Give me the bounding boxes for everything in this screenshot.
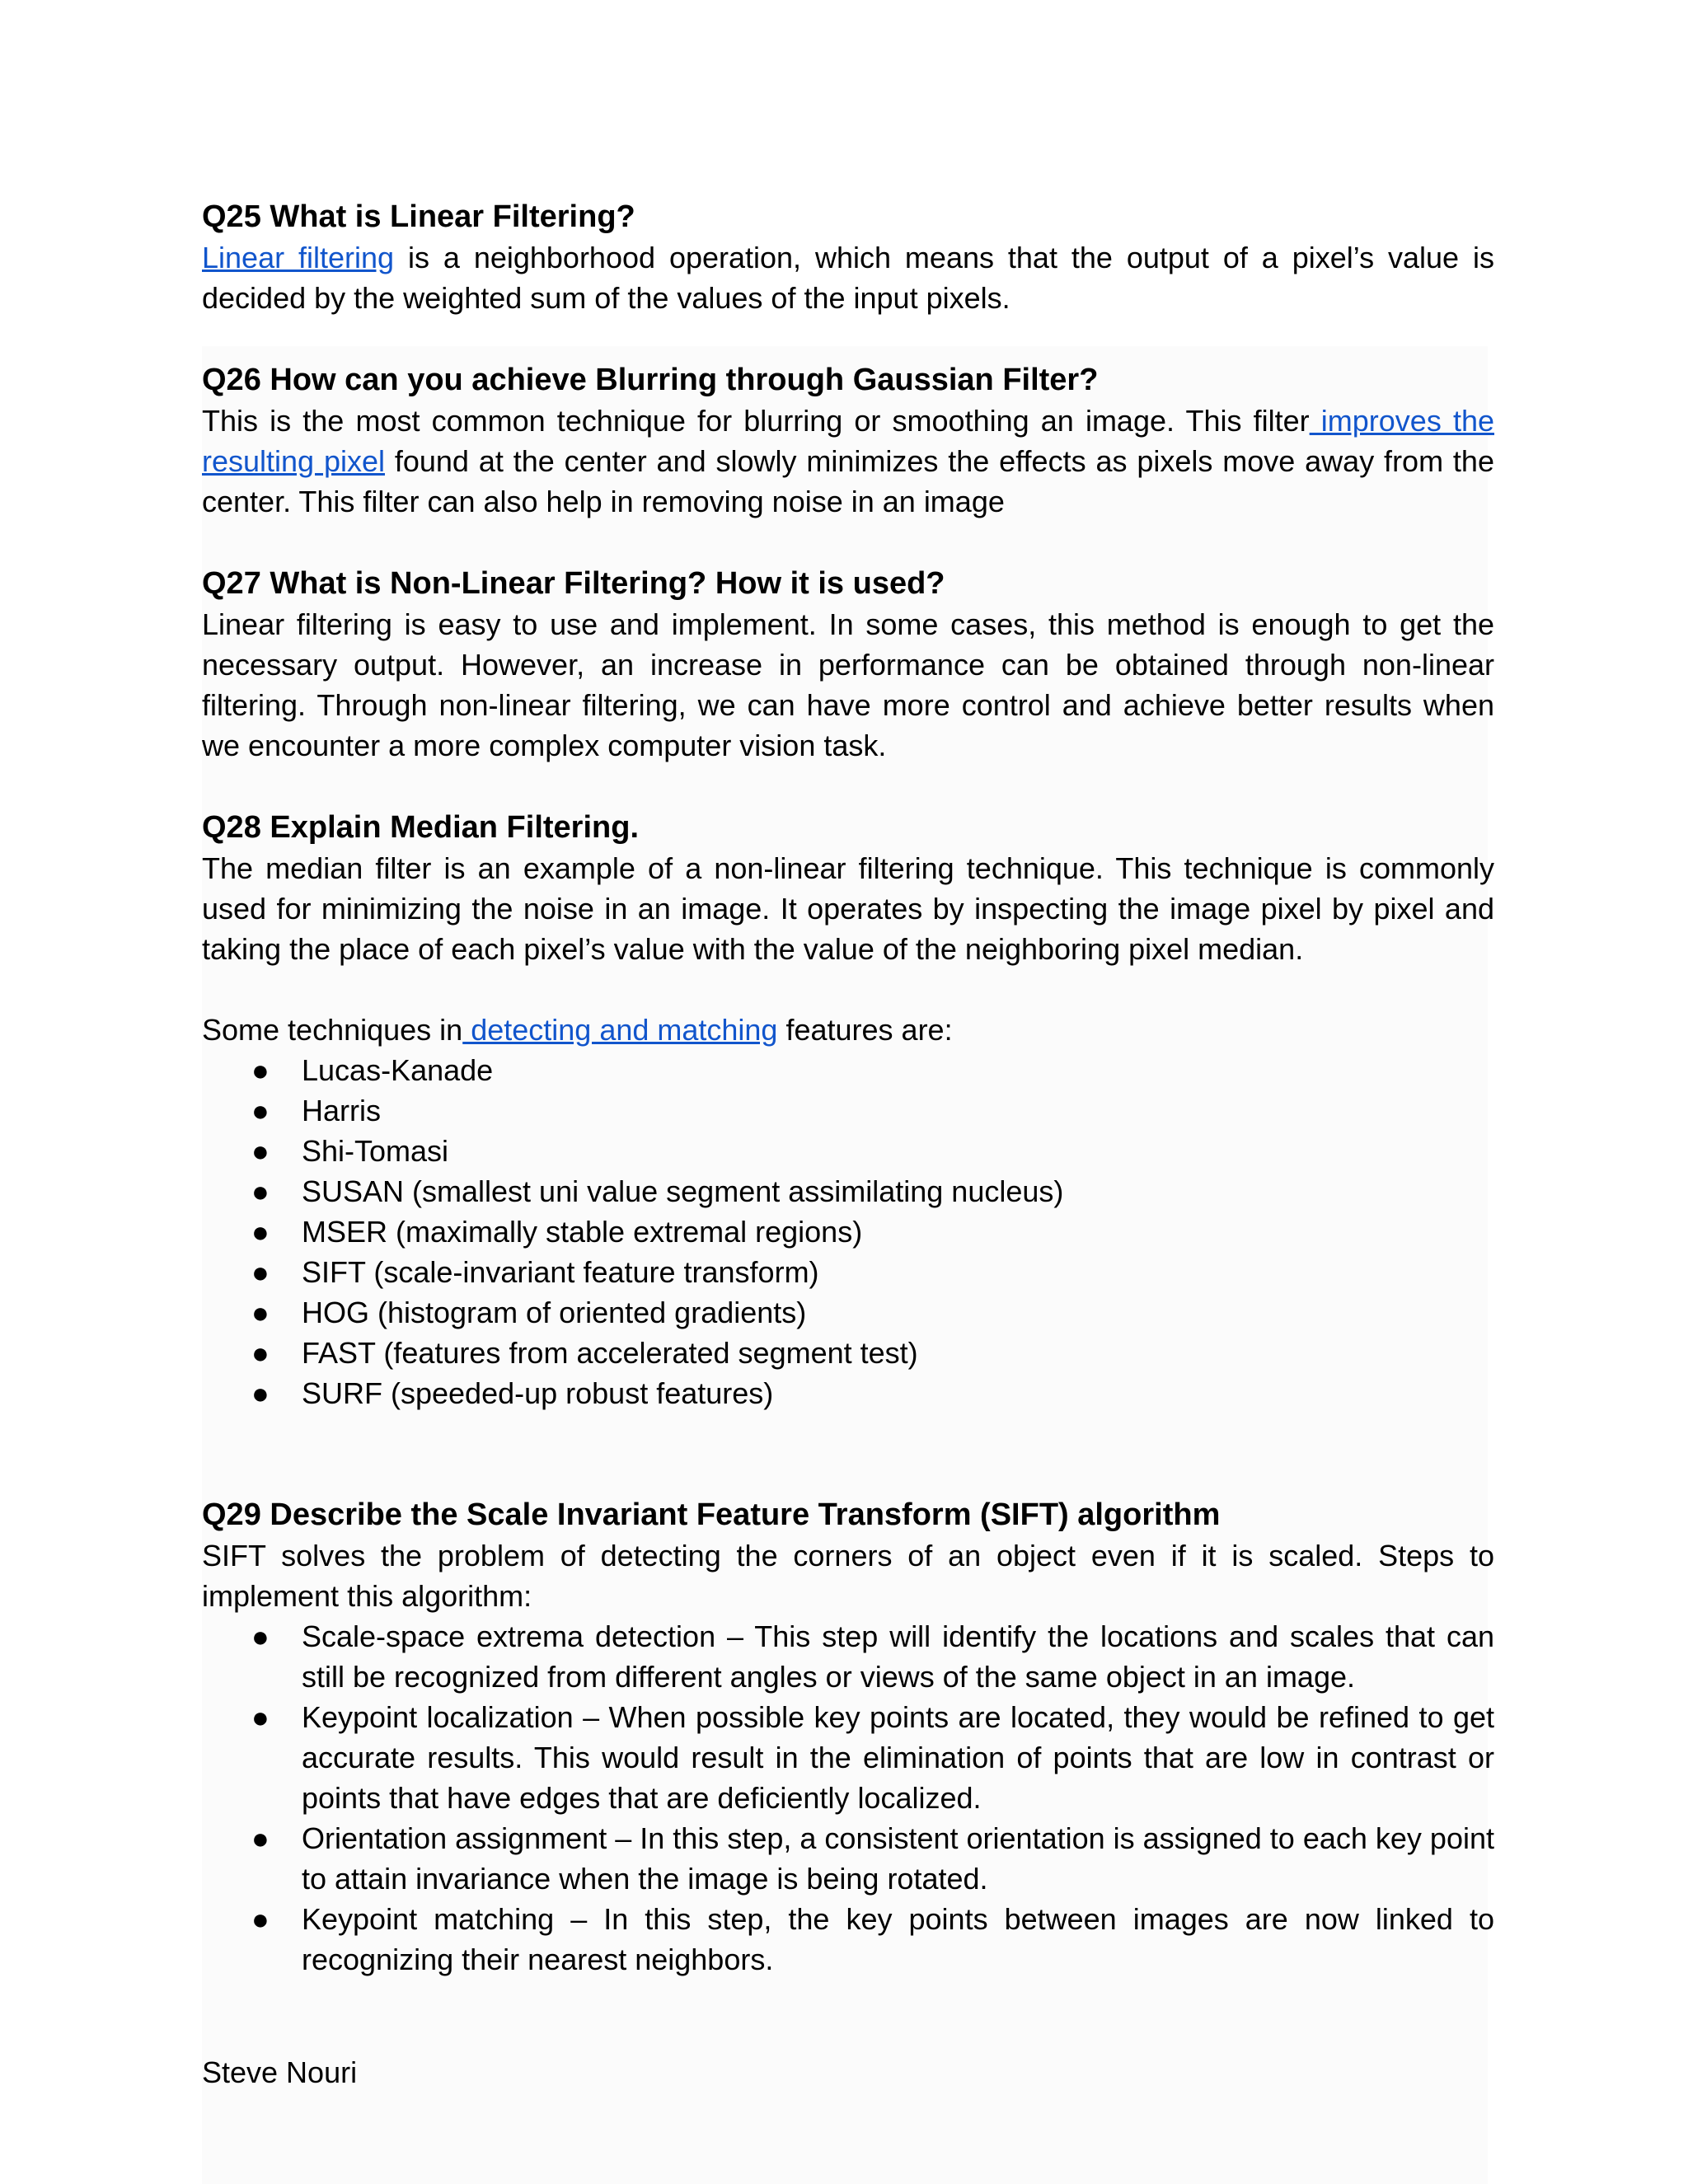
document-content [202, 196, 1494, 1980]
list-item: ● SIFT (scale-invariant feature transform) [202, 1252, 1494, 1292]
q26-answer [202, 401, 1494, 522]
footer-author: Steve Nouri [202, 2055, 358, 2089]
q29-heading: Q29 Describe the Scale Invariant Feature Transform (SIFT) algorithm [202, 1497, 1221, 1532]
detecting-and-matching-link[interactable]: detecting and matching [462, 1013, 778, 1047]
list-item: ● Lucas-Kanade [202, 1050, 1494, 1090]
list-item: ● Harris [202, 1090, 1494, 1131]
spacer [202, 318, 1494, 359]
bullet-icon: ● [251, 1902, 270, 1936]
bullet-icon: ● [251, 1053, 270, 1087]
list-item: ● Orientation assignment – In this step, a consistent orientation is assigned to each key point to attain invariance when the image is being rotated. [202, 1818, 1494, 1899]
improves-resulting-pixel-link[interactable]: improves the resulting pixel [202, 404, 1494, 478]
bullet-icon: ● [251, 1700, 270, 1734]
bullet-icon: ● [251, 1336, 270, 1370]
list-item: ● Keypoint localization – When possible key points are located, they would be refined to get accurate results. This would result in the elimination of points that are low in contrast or points that have edges that are deficiently localized. [202, 1697, 1494, 1818]
q26-heading: Q26 How can you achieve Blurring through Gaussian Filter? [202, 363, 1099, 397]
list-item: ● Shi-Tomasi [202, 1131, 1494, 1171]
list-item: ● SUSAN (smallest uni value segment assimilating nucleus) [202, 1171, 1494, 1212]
list-item: ● FAST (features from accelerated segment test) [202, 1333, 1494, 1373]
bullet-icon: ● [251, 1255, 270, 1289]
bullet-icon: ● [251, 1174, 270, 1208]
spacer [202, 1413, 1494, 1494]
techniques-intro [202, 1010, 1494, 1050]
bullet-icon: ● [251, 1376, 270, 1410]
techniques-intro-after: features are: [777, 1013, 953, 1047]
bullet-icon: ● [251, 1619, 270, 1653]
bullet-icon: ● [251, 1094, 270, 1127]
bullet-icon: ● [251, 1296, 270, 1329]
spacer [202, 766, 1494, 807]
techniques-intro-before: Some techniques in [202, 1013, 463, 1047]
q28-heading: Q28 Explain Median Filtering. [202, 810, 639, 845]
q25-answer [202, 237, 1494, 318]
list-item: ● Scale-space extrema detection – This step will identify the locations and scales that can still be recognized from different angles or views of the same object in an image. [202, 1616, 1494, 1697]
q25-answer-text: is a neighborhood operation, which means that the output of a pixel’s value is decided by the weighted sum of the values of the input pixels. [202, 241, 1494, 315]
bullet-icon: ● [251, 1821, 270, 1855]
q28-answer: The median filter is an example of a non-linear filtering technique. This technique is commonly used for minimizing the noise in an image. It operates by inspecting the image pixel by pixel and taking the place of each pixel’s value with the value of the neighboring pixel median. [202, 851, 1494, 966]
spacer [202, 522, 1494, 563]
q26-answer-text-after: found at the center and slowly minimizes the effects as pixels move away from the center. This filter can also help in removing noise in an image [202, 444, 1494, 518]
q25-heading: Q25 What is Linear Filtering? [202, 199, 635, 234]
spacer [202, 969, 1494, 1010]
list-item: ● SURF (speeded-up robust features) [202, 1373, 1494, 1413]
bullet-icon: ● [251, 1134, 270, 1168]
q29-answer: SIFT solves the problem of detecting the corners of an object even if it is scaled. Steps to implement this algorithm: [202, 1539, 1494, 1613]
linear-filtering-link[interactable]: Linear filtering [202, 241, 395, 274]
list-item: ● MSER (maximally stable extremal regions) [202, 1212, 1494, 1252]
q27-answer: Linear filtering is easy to use and implement. In some cases, this method is enough to get the necessary output. However, an increase in performance can be obtained through non-linear filtering. Through non-linear filtering, we can have more control and achieve better results when we encounter a more complex computer vision task. [202, 607, 1494, 762]
list-item: ● Keypoint matching – In this step, the key points between images are now linked to recognizing their nearest neighbors. [202, 1899, 1494, 1980]
q26-answer-text-before: This is the most common technique for blurring or smoothing an image. This filter [202, 404, 1310, 438]
q27-heading: Q27 What is Non-Linear Filtering? How it is used? [202, 566, 945, 601]
techniques-list [202, 1050, 1494, 1413]
bullet-icon: ● [251, 1215, 270, 1249]
list-item: ● HOG (histogram of oriented gradients) [202, 1292, 1494, 1333]
sift-steps-list [202, 1616, 1494, 1980]
